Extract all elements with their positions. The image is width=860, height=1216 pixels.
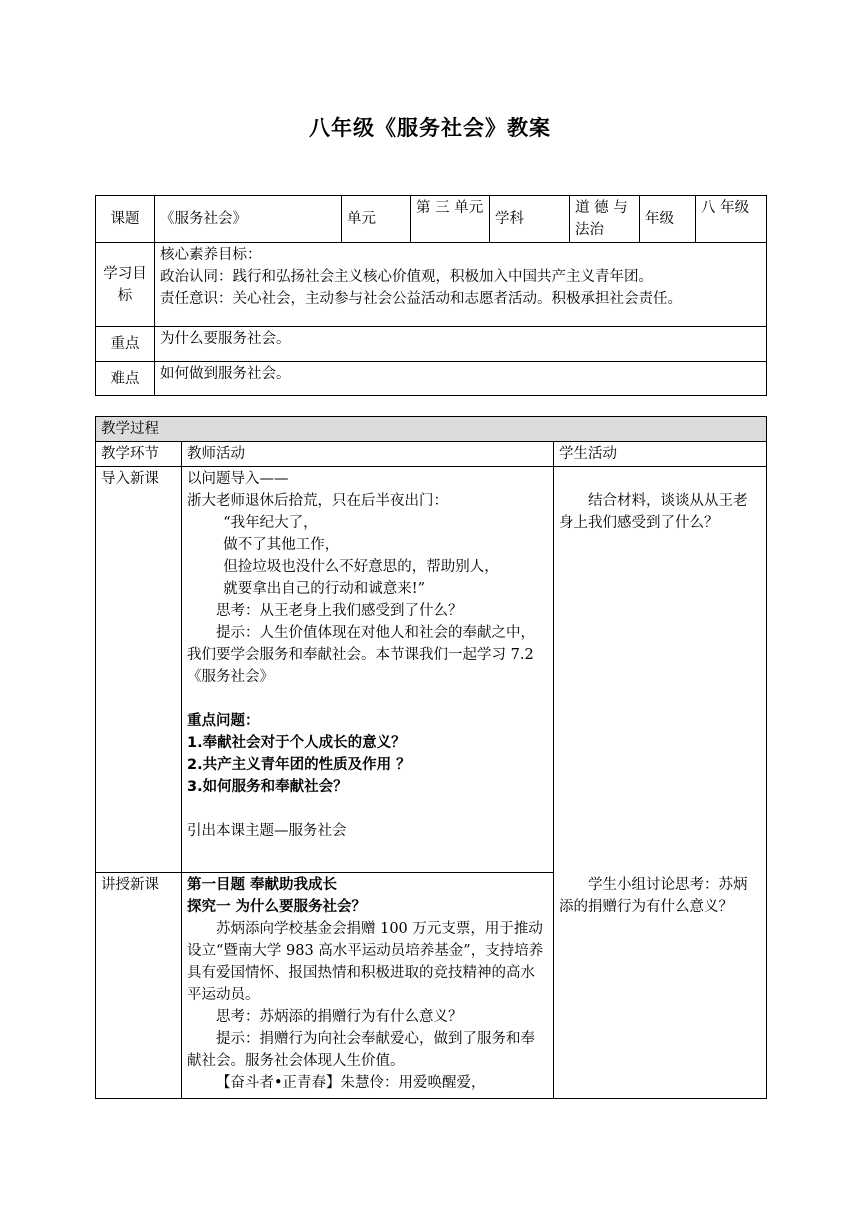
quote-line: 做不了其他工作， bbox=[223, 537, 340, 553]
key-question: 3.如何服务和奉献社会？ bbox=[187, 779, 348, 795]
unit-value: 第 三 单元 bbox=[411, 196, 490, 243]
difficulty-label: 难点 bbox=[96, 362, 155, 396]
text-line: 浙大老师退休后拾荒，只在后半夜出门： bbox=[187, 493, 448, 509]
goal-label: 学习目标 bbox=[96, 243, 155, 327]
key-question: 1.奉献社会对于个人成长的意义？ bbox=[187, 735, 406, 751]
lesson-label: 课题 bbox=[96, 196, 155, 243]
difficulty-value: 如何做到服务社会。 bbox=[155, 362, 767, 396]
key-question: 2.共产主义青年团的性质及作用 ？ bbox=[187, 757, 411, 773]
teacher-activity-intro bbox=[182, 467, 554, 873]
key-value: 为什么要服务社会。 bbox=[155, 327, 767, 362]
quote-line: “我年纪大了， bbox=[223, 515, 318, 531]
col-teacher-header: 教师活动 bbox=[182, 442, 554, 467]
question-line: 思考：苏炳添的捐赠行为有什么意义？ bbox=[216, 1009, 463, 1025]
course-info-table bbox=[95, 195, 767, 396]
goal-line: 责任意识：关心社会，主动参与社会公益活动和志愿者活动。积极承担社会责任。 bbox=[160, 291, 682, 307]
student-activity-cell bbox=[554, 467, 767, 1099]
grade-value: 八 年级 bbox=[696, 196, 767, 243]
story-line: 【奋斗者•正青春】朱慧伶：用爱唤醒爱， bbox=[216, 1075, 486, 1091]
stage-intro: 导入新课 bbox=[96, 467, 182, 873]
unit-label: 单元 bbox=[342, 196, 411, 243]
col-stage-header: 教学环节 bbox=[96, 442, 182, 467]
grade-label: 年级 bbox=[640, 196, 696, 243]
process-header: 教学过程 bbox=[96, 417, 767, 442]
student-activity-intro: 结合材料，谈谈从从王老身上我们感受到了什么？ bbox=[559, 493, 748, 531]
subject-label: 学科 bbox=[490, 196, 570, 243]
text-line: 以问题导入—— bbox=[187, 471, 289, 487]
stage-new-lesson: 讲授新课 bbox=[96, 873, 182, 1099]
quote-line: 但捡垃圾也没什么不好意思的，帮助别人， bbox=[223, 559, 499, 575]
subject-value: 道 德 与法治 bbox=[570, 196, 640, 243]
page-title: 八年级《服务社会》教案 bbox=[309, 116, 551, 140]
goal-content bbox=[155, 243, 767, 327]
inquiry-heading: 探究一 为什么要服务社会？ bbox=[187, 899, 367, 915]
goal-line: 核心素养目标： bbox=[160, 247, 262, 263]
hint-paragraph: 提示：人生价值体现在对他人和社会的奉献之中，我们要学会服务和奉献社会。本节课我们一起学习 7.2《服务社会》 bbox=[187, 625, 535, 685]
section-heading: 第一目题 奉献助我成长 bbox=[187, 877, 338, 893]
goal-line: 政治认同：践行和弘扬社会主义核心价值观，积极加入中国共产主义青年团。 bbox=[160, 269, 653, 285]
lesson-value: 《服务社会》 bbox=[155, 196, 342, 243]
topic-line: 引出本课主题—服务社会 bbox=[187, 823, 347, 839]
teacher-activity-new bbox=[182, 873, 554, 1099]
teaching-process-table bbox=[95, 416, 767, 1099]
question-line: 思考：从王老身上我们感受到了什么？ bbox=[216, 603, 463, 619]
col-student-header: 学生活动 bbox=[554, 442, 767, 467]
hint-paragraph: 提示：捐赠行为向社会奉献爱心，做到了服务和奉献社会。服务社会体现人生价值。 bbox=[187, 1031, 535, 1069]
key-label: 重点 bbox=[96, 327, 155, 362]
key-questions-heading: 重点问题： bbox=[187, 713, 260, 729]
student-activity-new: 学生小组讨论思考：苏炳添的捐赠行为有什么意义？ bbox=[559, 877, 748, 915]
quote-line: 就要拿出自己的行动和诚意来!” bbox=[223, 581, 425, 597]
material-paragraph: 苏炳添向学校基金会捐赠 100 万元支票，用于推动设立“暨南大学 983 高水平运动员培养基金”，支持培养具有爱国情怀、报国热情和积极进取的竞技精神的高水平运动员。 bbox=[187, 921, 544, 1003]
